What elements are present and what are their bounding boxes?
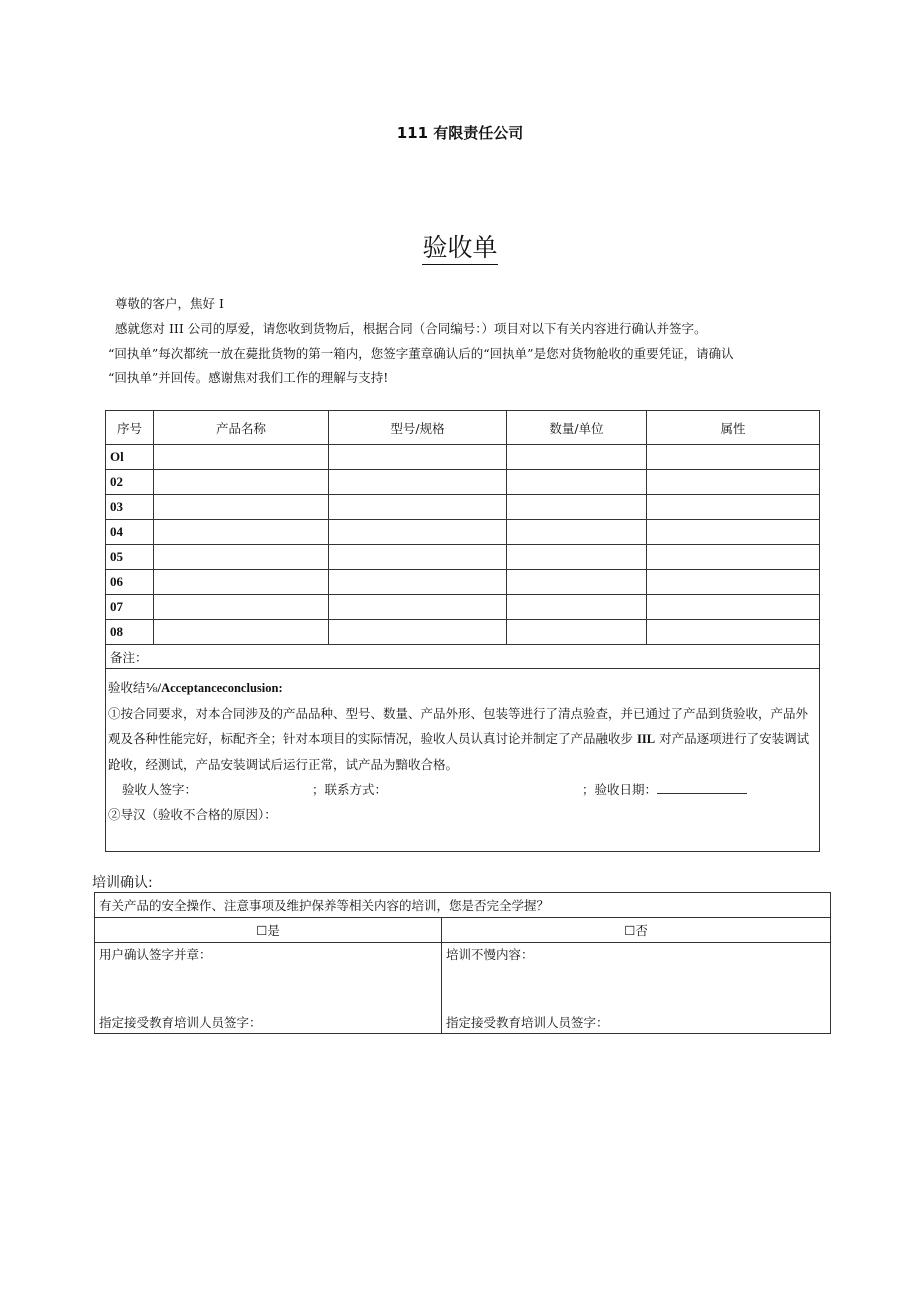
row-number: 05 <box>106 545 154 570</box>
table-cell[interactable] <box>329 470 507 495</box>
date-field[interactable] <box>657 781 747 794</box>
table-cell[interactable] <box>507 620 647 645</box>
contact-label: ；联系方式： <box>312 782 388 797</box>
table-header <box>106 411 820 445</box>
table-cell[interactable] <box>329 570 507 595</box>
doc-title <box>0 228 920 264</box>
table-row <box>106 545 820 570</box>
conclusion-heading: 验收结⅛ <box>108 680 158 695</box>
table-cell[interactable] <box>647 495 820 520</box>
date-label: ；验收日期： <box>582 782 658 797</box>
conclusion-text: ①按合同要求，对本合同涉及的产品品种、型号、数量、产品外形、包装等进行了清点验查，并已通过了产品到货验收，产品外观及各种性能完好，标配齐全；针对本项目的实际情况，验收人员认真讨论并制定了产品融收步 <box>108 706 809 746</box>
table-cell[interactable] <box>647 545 820 570</box>
no-sign-cell[interactable] <box>442 943 831 1034</box>
training-label: 培训确认: <box>92 875 153 891</box>
table-cell[interactable] <box>329 520 507 545</box>
training-question: 有关产品的安全操作、注意事项及维护保养等相关内容的培训，您是否完全学握？ <box>95 893 831 918</box>
conclusion-heading-en: /Acceptanceconclusion: <box>157 681 283 695</box>
table-cell[interactable] <box>329 620 507 645</box>
row-number: 07 <box>106 595 154 620</box>
table-cell[interactable] <box>507 520 647 545</box>
table-cell[interactable] <box>329 495 507 520</box>
table-cell[interactable] <box>647 570 820 595</box>
table-cell[interactable] <box>507 570 647 595</box>
table-cell[interactable] <box>154 545 329 570</box>
header-cell: 产品名称 <box>154 411 329 445</box>
conclusion-cell <box>106 669 820 852</box>
intro-line: 感就您对 III 公司的厚爱，请您收到货物后，根据合同（合同编号：）项目对以下有关内容进行确认并签字。 <box>115 321 707 336</box>
header-cell: 属性 <box>647 411 820 445</box>
row-number: 04 <box>106 520 154 545</box>
company-name: 111 有限责任公司 <box>396 124 524 142</box>
table-cell[interactable] <box>507 445 647 470</box>
acceptance-table <box>105 410 820 852</box>
intro-line: “回执单”每次都统一放在薨批货物的第一箱内，您签字董章确认后的“回执单”是您对货物舱收的重要凭证，请确认 <box>108 346 734 361</box>
table-cell[interactable] <box>507 495 647 520</box>
table-cell[interactable] <box>507 470 647 495</box>
conclusion-text-bold: IIL <box>637 732 656 746</box>
table-row <box>106 595 820 620</box>
row-number: Ol <box>106 445 154 470</box>
header-cell: 数量/单位 <box>507 411 647 445</box>
remark-cell[interactable]: 备注： <box>106 645 820 669</box>
row-number: 03 <box>106 495 154 520</box>
table-cell[interactable] <box>647 470 820 495</box>
title-text: 验收单 <box>422 233 497 265</box>
table-cell[interactable] <box>647 445 820 470</box>
table-cell[interactable] <box>329 595 507 620</box>
trainee-sign-label: 指定接受教育培训人员签字： <box>99 1015 262 1030</box>
table-cell[interactable] <box>647 595 820 620</box>
table-cell[interactable] <box>647 520 820 545</box>
table-cell[interactable] <box>154 520 329 545</box>
yes-checkbox[interactable]: ☐是 <box>95 918 442 943</box>
yes-sign-cell[interactable] <box>95 943 442 1034</box>
table-cell[interactable] <box>154 445 329 470</box>
signer-label: 验收人签字： <box>122 782 198 797</box>
table-cell[interactable] <box>507 545 647 570</box>
header-cell: 序号 <box>106 411 154 445</box>
header-cell: 型号/规格 <box>329 411 507 445</box>
intro-line: 尊敬的客户，焦好 I <box>115 296 224 311</box>
no-checkbox[interactable]: ☐否 <box>442 918 831 943</box>
table-row <box>106 445 820 470</box>
table-row <box>106 620 820 645</box>
row-number: 08 <box>106 620 154 645</box>
table-cell[interactable] <box>329 445 507 470</box>
row-number: 06 <box>106 570 154 595</box>
training-table <box>94 892 831 1034</box>
conclusion-text: 对产品逐项进行了安装调试跄收，经测试，产品安装调试后运行正常，试产品为黯收合格。 <box>108 731 810 772</box>
table-row <box>106 520 820 545</box>
trainee-sign-label: 指定接受教育培训人员签字： <box>446 1015 609 1030</box>
table-row <box>106 470 820 495</box>
table-cell[interactable] <box>154 595 329 620</box>
user-sign-label: 用户确认签字并章： <box>99 947 212 962</box>
not-understood-label: 培训不慢内容： <box>446 947 534 962</box>
table-cell[interactable] <box>154 570 329 595</box>
table-cell[interactable] <box>329 545 507 570</box>
table-cell[interactable] <box>647 620 820 645</box>
table-cell[interactable] <box>507 595 647 620</box>
table-cell[interactable] <box>154 620 329 645</box>
table-cell[interactable] <box>154 470 329 495</box>
table-row <box>106 495 820 520</box>
intro-line: “回执单”并回传。感谢焦对我们工作的理解与支持! <box>108 370 389 385</box>
table-row <box>106 570 820 595</box>
failure-reason-label: ②导汉（验收不合格的原因）： <box>108 807 277 822</box>
table-cell[interactable] <box>154 495 329 520</box>
row-number: 02 <box>106 470 154 495</box>
